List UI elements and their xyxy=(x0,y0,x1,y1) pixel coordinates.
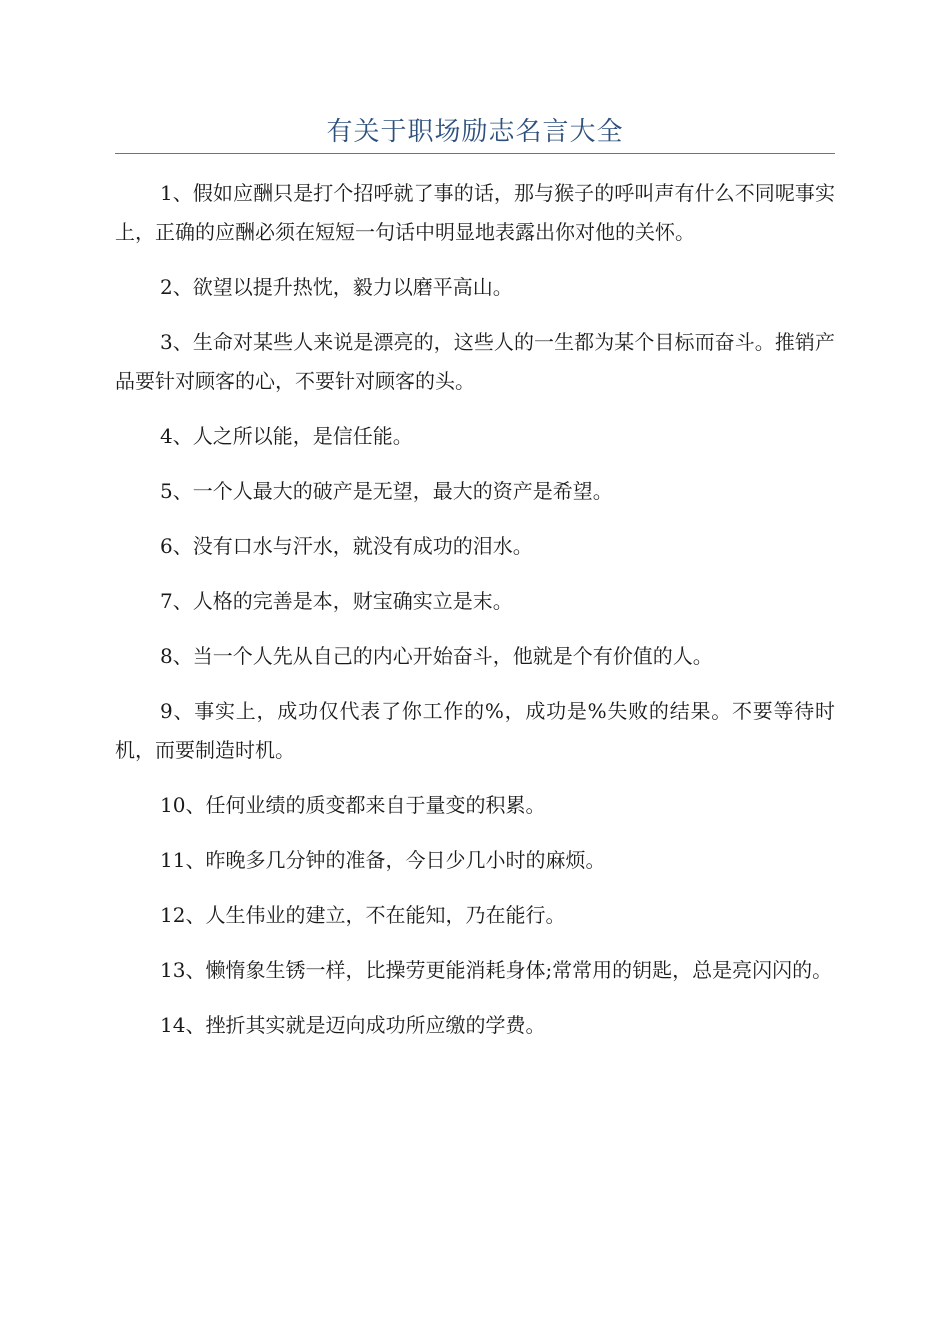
document-title: 有关于职场励志名言大全 xyxy=(326,117,624,147)
quote-paragraph-1: 1、假如应酬只是打个招呼就了事的话，那与猴子的呼叫声有什么不同呢事实上，正确的应酬必须在短短一句话中明显地表露出你对他的关怀。 xyxy=(115,181,835,244)
quote-paragraph-9: 9、事实上，成功仅代表了你工作的%，成功是%失败的结果。不要等待时机，而要制造时机。 xyxy=(115,699,835,762)
quote-paragraph-6: 6、没有口水与汗水，就没有成功的泪水。 xyxy=(160,534,533,558)
quote-paragraph-7: 7、人格的完善是本，财宝确实立是末。 xyxy=(160,589,513,613)
quote-paragraph-14: 14、挫折其实就是迈向成功所应缴的学费。 xyxy=(160,1013,546,1037)
title-underline xyxy=(115,153,835,154)
quote-paragraph-3: 3、生命对某些人来说是漂亮的，这些人的一生都为某个目标而奋斗。推销产品要针对顾客的心，不要针对顾客的头。 xyxy=(115,330,835,393)
quote-paragraph-2: 2、欲望以提升热忱，毅力以磨平高山。 xyxy=(160,275,513,299)
quote-paragraph-4: 4、人之所以能，是信任能。 xyxy=(160,424,413,448)
quote-paragraph-5: 5、一个人最大的破产是无望，最大的资产是希望。 xyxy=(160,479,613,503)
quote-paragraph-10: 10、任何业绩的质变都来自于量变的积累。 xyxy=(160,793,546,817)
quote-paragraph-13: 13、懒惰象生锈一样，比操劳更能消耗身体;常常用的钥匙，总是亮闪闪的。 xyxy=(160,958,833,982)
document-body xyxy=(115,174,835,1061)
quote-paragraph-12: 12、人生伟业的建立，不在能知，乃在能行。 xyxy=(160,903,566,927)
quote-paragraph-11: 11、昨晚多几分钟的准备，今日少几小时的麻烦。 xyxy=(160,848,606,872)
quote-paragraph-8: 8、当一个人先从自己的内心开始奋斗，他就是个有价值的人。 xyxy=(160,644,713,668)
